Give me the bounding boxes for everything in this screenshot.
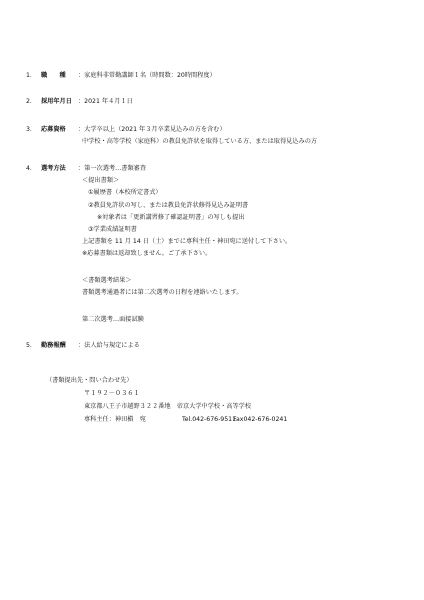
submit-documents-header: ＜提出書類＞ [82,177,120,184]
deadline-text: 上記書類を 11 月 14 日（土）までに専科主任・神田宛に送付して下さい。 [82,238,292,245]
item3-number: 3． [26,126,37,133]
result-header: ＜書類選考結果＞ [82,277,132,284]
contact-tel: Tel.042-676-9511 [182,416,237,423]
document-2: ②教員免許状の写し、または教員免許状修得見込み証明書 [88,202,249,209]
item4-label: 選考方法 [41,165,66,172]
document-1: ①履歴書（本校所定書式） [88,189,162,196]
document-3: ③学業成績証明書 [88,226,137,233]
result-text: 書類選考通過者には第二次選考の日程を連絡いたします。 [82,289,243,296]
item4-value: ：第一次選考…書類審査 [78,165,147,172]
contact-address: 東京都八王子市越野３２２番地 帝京大学中学校・高等学校 [84,403,252,410]
contact-postal: 〒１９２－０３６１ [84,390,140,397]
item3-value: ：大学卒以上（2021 年３月卒業見込みの方を含む） [78,126,226,133]
item5-label: 勤務報酬 [41,342,66,349]
item1-label: 職 種 [41,72,66,79]
return-note: ※応募書類は返却致しません。ご了承下さい。 [82,250,212,257]
item1-value: ：家庭科非常勤講師１名（時間数：20時間程度） [78,72,216,79]
contact-person: 専科主任：神田槇 宛 [84,416,146,423]
item5-number: 5． [26,342,37,349]
second-selection: 第二次選考…面接試験 [82,316,144,323]
item2-value: ：2021 年４月１日 [78,98,133,105]
item4-number: 4． [26,165,37,172]
item3-label: 応募資格 [41,126,66,133]
item2-label: 採用年月日 [41,98,72,105]
document-2-note: ※対象者は「更新講習修了確認証明書」の写しも提出 [97,214,245,221]
contact-header: （書類提出先・問い合わせ先） [46,377,133,384]
item2-number: 2． [26,98,37,105]
item5-value: ：法人給与規定による [78,342,140,349]
item3-qualification-line: 中学校・高等学校（家庭科）の教員免許状を取得している方、または取得見込みの方 [82,138,318,145]
item1-number: 1． [26,72,37,79]
contact-fax: Fax042-676-0241 [233,416,288,423]
